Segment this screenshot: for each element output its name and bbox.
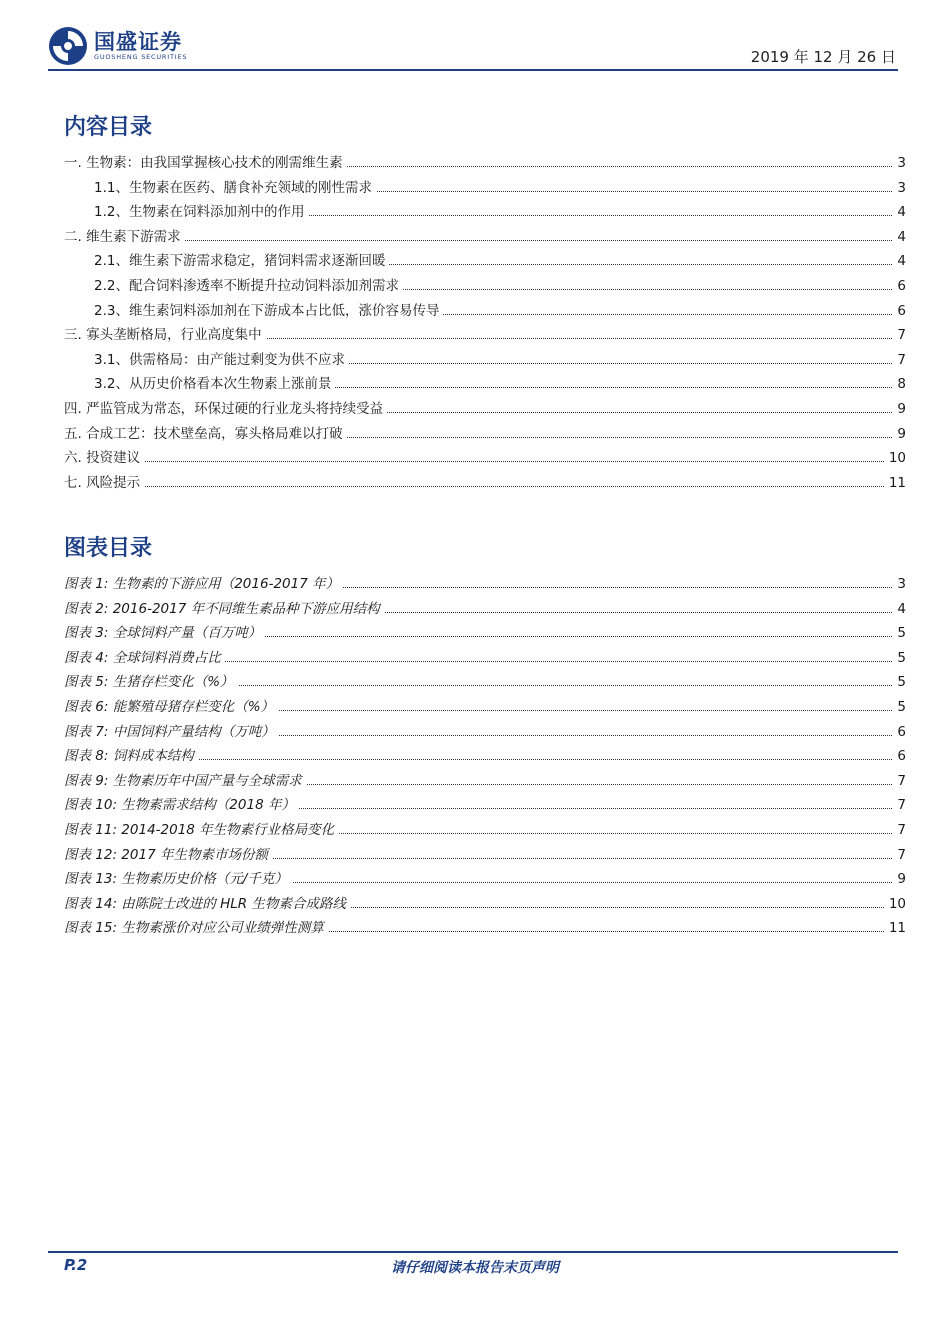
entry-label: 三. 寡头垄断格局，行业高度集中 — [64, 325, 266, 345]
entry-label: 图表 1: 生物素的下游应用（2016-2017 年） — [64, 574, 343, 594]
entry-label: 图表 13: 生物素历史价格（元/千克） — [64, 869, 292, 889]
entry-page-number: 10 — [885, 448, 906, 468]
company-logo — [48, 26, 187, 66]
entry-page-number: 6 — [893, 722, 906, 742]
entry-label: 图表 7: 中国饲料产量结构（万吨） — [64, 722, 279, 742]
figure-entry[interactable] — [64, 697, 906, 717]
contents-title: 内容目录 — [64, 114, 153, 140]
entry-page-number: 5 — [893, 648, 906, 668]
entry-page-number: 7 — [893, 845, 906, 865]
dot-leader — [64, 486, 906, 487]
page-header — [48, 26, 898, 70]
entry-page-number: 8 — [893, 374, 906, 394]
toc-entry[interactable] — [64, 399, 906, 419]
entry-label: 图表 8: 饲料成本结构 — [64, 746, 198, 766]
entry-page-number: 11 — [885, 918, 906, 938]
toc-entry[interactable] — [94, 374, 906, 394]
entry-label: 图表 3: 全球饲料产量（百万吨） — [64, 623, 265, 643]
figure-entry[interactable] — [64, 722, 906, 742]
entry-page-number: 3 — [893, 178, 906, 198]
entry-page-number: 5 — [893, 623, 906, 643]
figure-entry[interactable] — [64, 574, 906, 594]
entry-label: 四. 严监管成为常态，环保过硬的行业龙头将持续受益 — [64, 399, 387, 419]
entry-label: 3.1、供需格局：由产能过剩变为供不应求 — [94, 350, 349, 370]
entry-label: 2.3、维生素饲料添加剂在下游成本占比低，涨价容易传导 — [94, 301, 443, 321]
entry-page-number: 4 — [893, 227, 906, 247]
toc-entry[interactable] — [94, 202, 906, 222]
entry-page-number: 9 — [893, 399, 906, 419]
figure-entry[interactable] — [64, 795, 906, 815]
entry-page-number: 5 — [893, 697, 906, 717]
toc-entry[interactable] — [94, 178, 906, 198]
figure-entry[interactable] — [64, 894, 906, 914]
entry-label: 图表 5: 生猪存栏变化（%） — [64, 672, 238, 692]
entry-label: 1.1、生物素在医药、膳食补充领域的刚性需求 — [94, 178, 376, 198]
figure-entry[interactable] — [64, 845, 906, 865]
entry-page-number: 9 — [893, 424, 906, 444]
toc-entry[interactable] — [64, 325, 906, 345]
figure-entry[interactable] — [64, 672, 906, 692]
entry-label: 2.2、配合饲料渗透率不断提升拉动饲料添加剂需求 — [94, 276, 403, 296]
toc-entry[interactable] — [94, 301, 906, 321]
entry-page-number: 9 — [893, 869, 906, 889]
entry-label: 图表 9: 生物素历年中国产量与全球需求 — [64, 771, 306, 791]
entry-label: 一. 生物素：由我国掌握核心技术的刚需维生素 — [64, 153, 347, 173]
report-date: 2019 年 12 月 26 日 — [750, 48, 896, 66]
header-divider — [48, 69, 898, 71]
entry-label: 六. 投资建议 — [64, 448, 144, 468]
figure-entry[interactable] — [64, 918, 906, 938]
entry-label: 图表 14: 由陈院士改进的 HLR 生物素合成路线 — [64, 894, 350, 914]
entry-page-number: 4 — [893, 599, 906, 619]
toc-entry[interactable] — [64, 424, 906, 444]
entry-label: 2.1、维生素下游需求稳定，猪饲料需求逐渐回暖 — [94, 251, 389, 271]
entry-page-number: 6 — [893, 746, 906, 766]
brand-name-cn: 国盛证券 — [94, 29, 182, 54]
entry-label: 1.2、生物素在饲料添加剂中的作用 — [94, 202, 308, 222]
figures-title: 图表目录 — [64, 535, 153, 561]
entry-label: 七. 风险提示 — [64, 473, 144, 493]
toc-entry[interactable] — [94, 251, 906, 271]
figure-entry[interactable] — [64, 648, 906, 668]
entry-page-number: 7 — [893, 795, 906, 815]
entry-label: 二. 维生素下游需求 — [64, 227, 185, 247]
figure-entry[interactable] — [64, 623, 906, 643]
dot-leader — [64, 461, 906, 462]
toc-entry[interactable] — [64, 153, 906, 173]
toc-entry[interactable] — [94, 350, 906, 370]
entry-label: 图表 11: 2014-2018 年生物素行业格局变化 — [64, 820, 338, 840]
entry-label: 图表 6: 能繁殖母猪存栏变化（%） — [64, 697, 278, 717]
page-number: P.2 — [64, 1256, 88, 1274]
figure-entry[interactable] — [64, 820, 906, 840]
entry-page-number: 7 — [893, 350, 906, 370]
entry-page-number: 10 — [885, 894, 906, 914]
entry-label: 图表 10: 生物素需求结构（2018 年） — [64, 795, 299, 815]
entry-page-number: 4 — [893, 251, 906, 271]
toc-entry[interactable] — [94, 276, 906, 296]
brand-name-en: GUOSHENG SECURITIES — [94, 52, 188, 61]
entry-page-number: 4 — [893, 202, 906, 222]
entry-label: 3.2、从历史价格看本次生物素上涨前景 — [94, 374, 335, 394]
entry-label: 五. 合成工艺：技术壁垒高，寡头格局难以打破 — [64, 424, 347, 444]
dot-leader — [64, 240, 906, 241]
entry-label: 图表 4: 全球饲料消费占比 — [64, 648, 225, 668]
entry-label: 图表 15: 生物素涨价对应公司业绩弹性测算 — [64, 918, 328, 938]
toc-entry[interactable] — [64, 227, 906, 247]
guosheng-logo-icon — [48, 26, 88, 66]
entry-page-number: 3 — [893, 153, 906, 173]
figure-entry[interactable] — [64, 599, 906, 619]
entry-page-number: 7 — [893, 820, 906, 840]
entry-page-number: 6 — [893, 276, 906, 296]
entry-page-number: 11 — [885, 473, 906, 493]
entry-page-number: 5 — [893, 672, 906, 692]
entry-label: 图表 12: 2017 年生物素市场份额 — [64, 845, 272, 865]
entry-page-number: 3 — [893, 574, 906, 594]
entry-page-number: 7 — [893, 325, 906, 345]
toc-entry[interactable] — [64, 448, 906, 468]
toc-entry[interactable] — [64, 473, 906, 493]
entry-page-number: 6 — [893, 301, 906, 321]
figure-entry[interactable] — [64, 746, 906, 766]
figure-entry[interactable] — [64, 869, 906, 889]
entry-page-number: 7 — [893, 771, 906, 791]
entry-label: 图表 2: 2016-2017 年不同维生素品种下游应用结构 — [64, 599, 384, 619]
footer-divider — [48, 1251, 898, 1253]
footer-disclaimer: 请仔细阅读本报告末页声明 — [391, 1260, 559, 1276]
figure-entry[interactable] — [64, 771, 906, 791]
